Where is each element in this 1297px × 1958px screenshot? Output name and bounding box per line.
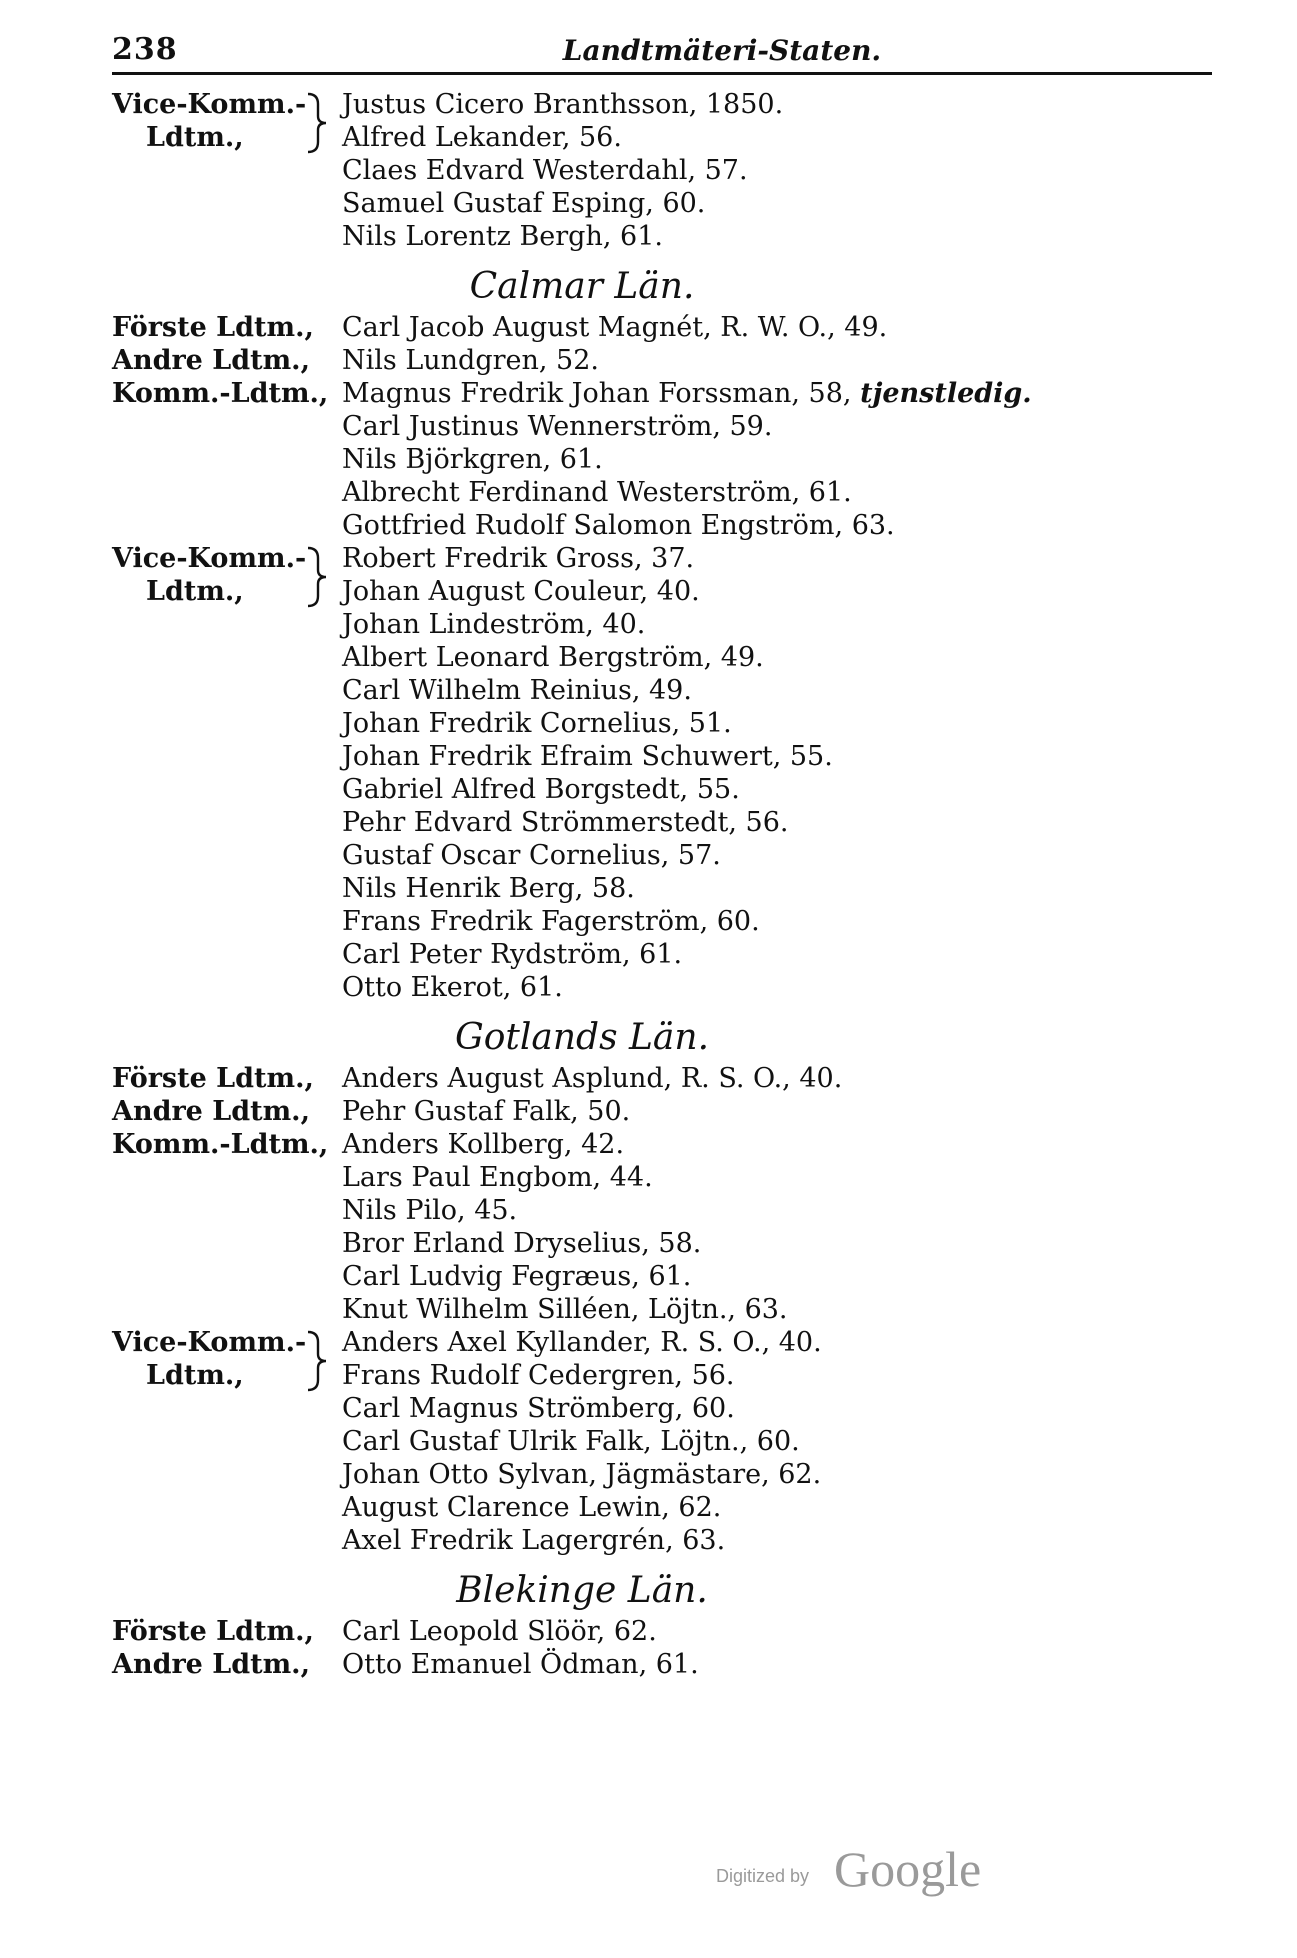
register-row <box>0 1392 1297 1425</box>
name-entry <box>342 872 635 905</box>
register-row <box>0 311 1297 344</box>
register-row <box>0 1524 1297 1557</box>
name-entry-text: Carl Ludvig Fegræus, 61. <box>342 1261 692 1292</box>
name-entry <box>342 311 887 344</box>
register-row <box>0 773 1297 806</box>
rank-label: Komm.-Ldtm., <box>112 1129 329 1160</box>
entry-note: tjenstledig. <box>860 378 1032 409</box>
name-entry <box>342 1491 721 1524</box>
name-entry-text: Axel Fredrik Lagergrén, 63. <box>342 1525 726 1556</box>
register-row <box>0 476 1297 509</box>
name-entry-text: Carl Leopold Slöör, 62. <box>342 1616 657 1647</box>
register-row <box>0 608 1297 641</box>
google-logo: Google <box>834 1841 982 1897</box>
name-entry <box>342 410 772 443</box>
digitized-by-google-watermark <box>716 1840 1016 1900</box>
name-entry-text: Johan August Couleur, 40. <box>342 576 700 607</box>
rank-label: Förste Ldtm., <box>112 312 314 343</box>
register-body <box>0 88 1297 1681</box>
register-row <box>0 839 1297 872</box>
register-row <box>0 1161 1297 1194</box>
name-entry-text: Justus Cicero Branthsson, 1850. <box>342 89 784 120</box>
name-entry <box>342 121 622 154</box>
name-entry-text: Nils Lundgren, 52. <box>342 345 599 376</box>
name-entry-text: August Clarence Lewin, 62. <box>342 1492 722 1523</box>
name-entry-text: Samuel Gustaf Esping, 60. <box>342 188 706 219</box>
name-entry-text: Carl Jacob August Magnét, R. W. O., 49. <box>342 312 888 343</box>
rank-label: Ldtm., <box>146 1360 244 1391</box>
name-entry-text: Nils Pilo, 45. <box>342 1195 518 1226</box>
name-entry-text: Alfred Lekander, 56. <box>342 122 622 153</box>
register-row <box>0 1359 1297 1392</box>
name-entry <box>342 1648 699 1681</box>
name-entry-text: Gabriel Alfred Borgstedt, 55. <box>342 774 740 805</box>
register-row <box>0 1095 1297 1128</box>
name-entry <box>342 773 740 806</box>
name-entry-text: Anders Kollberg, 42. <box>342 1129 625 1160</box>
register-row <box>0 938 1297 971</box>
name-entry-text: Johan Fredrik Cornelius, 51. <box>342 708 732 739</box>
name-entry <box>342 1293 788 1326</box>
name-entry <box>342 1194 517 1227</box>
name-entry-text: Johan Lindeström, 40. <box>342 609 646 640</box>
register-row <box>0 1615 1297 1648</box>
name-entry <box>342 1458 821 1491</box>
name-entry-text: Knut Wilhelm Silléen, Löjtn., 63. <box>342 1294 788 1325</box>
name-entry <box>342 641 764 674</box>
name-entry-text: Johan Otto Sylvan, Jägmästare, 62. <box>342 1459 822 1490</box>
register-row <box>0 220 1297 253</box>
page-header <box>112 28 1212 72</box>
register-row <box>0 1293 1297 1326</box>
rank-label: Komm.-Ldtm., <box>112 378 329 409</box>
name-entry <box>342 1095 630 1128</box>
rank-label: Förste Ldtm., <box>112 1063 314 1094</box>
name-entry-text: Claes Edvard Westerdahl, 57. <box>342 155 748 186</box>
name-entry <box>342 905 760 938</box>
register-row <box>0 1062 1297 1095</box>
rank-label: Förste Ldtm., <box>112 1616 314 1647</box>
rank-label: Ldtm., <box>146 122 244 153</box>
name-entry-text: Lars Paul Engbom, 44. <box>342 1162 653 1193</box>
section-heading-row <box>0 253 1297 311</box>
name-entry <box>342 1128 624 1161</box>
name-entry <box>342 1359 735 1392</box>
name-entry <box>342 1161 653 1194</box>
name-entry-text: Otto Ekerot, 61. <box>342 972 563 1003</box>
rank-label: Andre Ldtm., <box>112 345 310 376</box>
name-entry <box>342 154 748 187</box>
name-entry-text: Albert Leonard Bergström, 49. <box>342 642 764 673</box>
name-entry <box>342 839 721 872</box>
register-row <box>0 740 1297 773</box>
name-entry <box>342 509 895 542</box>
rank-label: Vice-Komm.- <box>112 89 307 120</box>
name-entry-text: Albrecht Ferdinand Westerström, 61. <box>342 477 852 508</box>
name-entry <box>342 220 663 253</box>
register-row <box>0 410 1297 443</box>
section-heading-row <box>0 1557 1297 1615</box>
register-row <box>0 154 1297 187</box>
register-row <box>0 1491 1297 1524</box>
register-row <box>0 971 1297 1004</box>
register-row <box>0 1194 1297 1227</box>
name-entry-text: Pehr Gustaf Falk, 50. <box>342 1096 631 1127</box>
name-entry <box>342 1260 691 1293</box>
name-entry <box>342 476 852 509</box>
name-entry <box>342 674 692 707</box>
name-entry-text: Magnus Fredrik Johan Forssman, 58, <box>342 378 852 409</box>
rank-label: Vice-Komm.- <box>112 1327 307 1358</box>
register-row <box>0 872 1297 905</box>
name-entry-text: Carl Justinus Wennerström, 59. <box>342 411 773 442</box>
name-entry-text: Carl Wilhelm Reinius, 49. <box>342 675 692 706</box>
register-row <box>0 1260 1297 1293</box>
name-entry <box>342 1615 657 1648</box>
name-entry <box>342 1062 842 1095</box>
name-entry <box>342 88 783 121</box>
name-entry <box>342 740 833 773</box>
rank-label: Andre Ldtm., <box>112 1649 310 1680</box>
register-row <box>0 121 1297 154</box>
name-entry-text: Anders Axel Kyllander, R. S. O., 40. <box>342 1327 822 1358</box>
name-entry <box>342 1524 725 1557</box>
name-entry-text: Gustaf Oscar Cornelius, 57. <box>342 840 721 871</box>
name-entry <box>342 707 732 740</box>
name-entry-text: Bror Erland Dryselius, 58. <box>342 1228 702 1259</box>
register-row <box>0 674 1297 707</box>
register-row <box>0 377 1297 410</box>
register-row <box>0 575 1297 608</box>
name-entry-text: Johan Fredrik Efraim Schuwert, 55. <box>342 741 833 772</box>
name-entry-text: Robert Fredrik Gross, 37. <box>342 543 695 574</box>
name-entry <box>342 938 682 971</box>
name-entry <box>342 377 1032 410</box>
name-entry <box>342 344 599 377</box>
register-row <box>0 443 1297 476</box>
name-entry-text: Anders August Asplund, R. S. O., 40. <box>342 1063 843 1094</box>
register-row <box>0 1648 1297 1681</box>
header-rule <box>112 72 1212 75</box>
register-row <box>0 905 1297 938</box>
section-heading: Calmar Län. <box>469 266 695 307</box>
name-entry <box>342 1392 735 1425</box>
running-title: Landtmäteri-Staten. <box>562 34 882 67</box>
register-row <box>0 509 1297 542</box>
page-number: 238 <box>112 32 178 67</box>
name-entry <box>342 1227 701 1260</box>
name-entry <box>342 806 788 839</box>
register-row <box>0 1227 1297 1260</box>
name-entry-text: Carl Magnus Strömberg, 60. <box>342 1393 735 1424</box>
name-entry-text: Nils Björkgren, 61. <box>342 444 603 475</box>
register-row <box>0 344 1297 377</box>
name-entry <box>342 542 694 575</box>
name-entry <box>342 608 645 641</box>
name-entry-text: Gottfried Rudolf Salomon Engström, 63. <box>342 510 895 541</box>
rank-label: Vice-Komm.- <box>112 543 307 574</box>
rank-label: Andre Ldtm., <box>112 1096 310 1127</box>
name-entry <box>342 575 700 608</box>
register-row <box>0 806 1297 839</box>
name-entry-text: Otto Emanuel Ödman, 61. <box>342 1649 699 1680</box>
name-entry-text: Carl Gustaf Ulrik Falk, Löjtn., 60. <box>342 1426 800 1457</box>
register-row <box>0 1425 1297 1458</box>
name-entry-text: Carl Peter Rydström, 61. <box>342 939 683 970</box>
register-row <box>0 187 1297 220</box>
name-entry <box>342 1425 800 1458</box>
register-row <box>0 641 1297 674</box>
digitized-by-text: Digitized by <box>716 1866 810 1886</box>
name-entry-text: Nils Henrik Berg, 58. <box>342 873 635 904</box>
rank-label: Ldtm., <box>146 576 244 607</box>
name-entry-text: Nils Lorentz Bergh, 61. <box>342 221 663 252</box>
name-entry-text: Pehr Edvard Strömmerstedt, 56. <box>342 807 789 838</box>
register-row <box>0 542 1297 575</box>
register-row <box>0 707 1297 740</box>
name-entry <box>342 443 603 476</box>
register-row <box>0 1128 1297 1161</box>
name-entry <box>342 1326 822 1359</box>
name-entry <box>342 187 705 220</box>
section-heading: Gotlands Län. <box>454 1017 710 1058</box>
register-row <box>0 1458 1297 1491</box>
register-row <box>0 1326 1297 1359</box>
section-heading: Blekinge Län. <box>456 1570 708 1611</box>
register-row <box>0 88 1297 121</box>
section-heading-row <box>0 1004 1297 1062</box>
name-entry-text: Frans Fredrik Fagerström, 60. <box>342 906 760 937</box>
name-entry <box>342 971 563 1004</box>
name-entry-text: Frans Rudolf Cedergren, 56. <box>342 1360 735 1391</box>
